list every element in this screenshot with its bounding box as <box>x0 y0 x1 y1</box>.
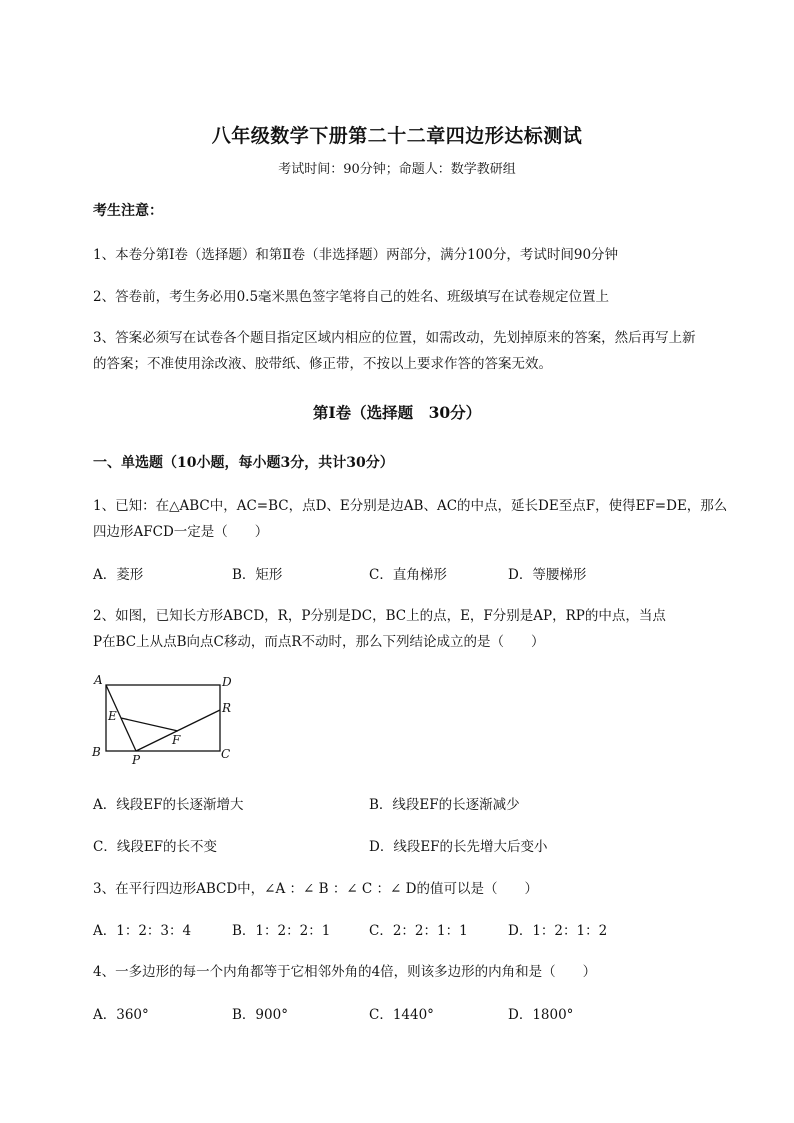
question-4-option-a[interactable]: A．360° <box>93 1007 149 1023</box>
question-2-option-b[interactable]: B．线段EF的长逐渐减少 <box>369 797 520 813</box>
label-a: A <box>94 673 103 687</box>
exam-info: 考试时间：90分钟；命题人：数学教研组 <box>278 162 516 177</box>
question-2-stem: 2、如图，已知长方形ABCD，R，P分别是DC，BC上的点，E，F分别是AP，RP的中点，当点 <box>93 608 666 624</box>
question-2-option-c[interactable]: C．线段EF的长不变 <box>93 839 218 855</box>
question-3-option-d[interactable]: D．1：2：1：2 <box>508 923 608 939</box>
notice-item-continued: 的答案；不准使用涂改液、胶带纸、修正带，不按以上要求作答的答案无效。 <box>93 356 552 372</box>
notice-item: 3、答案必须写在试卷各个题目指定区域内相应的位置，如需改动，先划掉原来的答案，然后再写上新 <box>93 330 696 346</box>
question-1-stem: 1、已知：在△ABC中，AC=BC，点D、E分别是边AB、AC的中点，延长DE至点F，使得EF=DE，那么 <box>93 498 728 514</box>
question-1-option-a[interactable]: A．菱形 <box>93 567 144 583</box>
notice-item: 1、本卷分第Ⅰ卷（选择题）和第Ⅱ卷（非选择题）两部分，满分100分，考试时间90分钟 <box>93 247 619 263</box>
question-1-stem-continued: 四边形AFCD一定是（ ） <box>93 524 269 540</box>
label-f: F <box>172 733 181 747</box>
question-1-option-d[interactable]: D．等腰梯形 <box>508 567 587 583</box>
label-r: R <box>222 701 232 715</box>
question-2-option-a[interactable]: A．线段EF的长逐渐增大 <box>93 797 244 813</box>
notice-item: 2、答卷前，考生务必用0.5毫米黑色签字笔将自己的姓名、班级填写在试卷规定位置上 <box>93 289 610 305</box>
section-title: 第Ⅰ卷（选择题 30分） <box>312 403 482 422</box>
question-1-option-c[interactable]: C．直角梯形 <box>369 567 447 583</box>
question-3-option-c[interactable]: C．2：2：1：1 <box>369 923 468 939</box>
question-4-option-d[interactable]: D．1800° <box>508 1007 574 1023</box>
question-3-option-a[interactable]: A．1：2：3：4 <box>93 923 192 939</box>
page-title: 八年级数学下册第二十二章四边形达标测试 <box>211 125 583 147</box>
question-4-stem: 4、一多边形的每一个内角都等于它相邻外角的4倍，则该多边形的内角和是（ ） <box>93 964 597 980</box>
question-4-option-c[interactable]: C．1440° <box>369 1007 434 1023</box>
question-1-option-b[interactable]: B．矩形 <box>232 567 283 583</box>
label-c: C <box>221 747 231 761</box>
segment-ef <box>121 718 178 731</box>
question-2-option-d[interactable]: D．线段EF的长先增大后变小 <box>369 839 548 855</box>
question-2-stem-continued: P在BC上从点B向点C移动，而点R不动时，那么下列结论成立的是（ ） <box>93 634 545 650</box>
question-3-option-b[interactable]: B．1：2：2：1 <box>232 923 331 939</box>
label-d: D <box>222 675 232 689</box>
label-p: P <box>132 753 141 767</box>
label-e: E <box>108 709 117 723</box>
question-3-stem: 3、在平行四边形ABCD中，∠A ：∠ B ：∠ C ：∠ D的值可以是（ ） <box>93 881 538 897</box>
rectangle-figure <box>88 670 248 770</box>
question-4-option-b[interactable]: B．900° <box>232 1007 288 1023</box>
label-b: B <box>92 745 101 759</box>
part-heading: 一、单选题（10小题，每小题3分，共计30分） <box>93 455 394 471</box>
notice-heading: 考生注意： <box>93 203 163 219</box>
